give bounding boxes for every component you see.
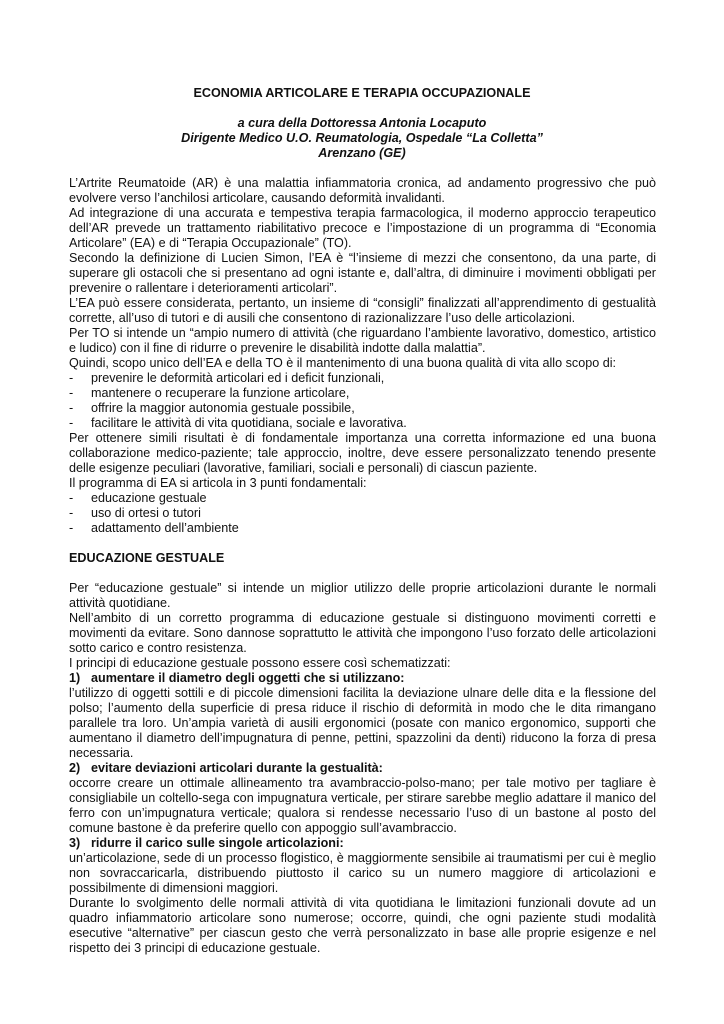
principle-number: 1) xyxy=(69,671,81,685)
intro-paragraph-3: Secondo la definizione di Lucien Simon, l’EA è “l’insieme di mezzi che consentono, da una parte, di superare gli ostacoli che si presentano ad ogni istante e, dall’altra, di diminuire i movimenti obbligati per prevenire o rallentare i deterioramenti articolari”. xyxy=(69,251,656,295)
list-item xyxy=(69,521,656,536)
point-text: educazione gestuale xyxy=(91,491,207,505)
spacer xyxy=(69,566,656,581)
point-text: uso di ortesi o tutori xyxy=(91,506,201,520)
list-item xyxy=(69,386,656,401)
intro-paragraph-6: Quindi, scopo unico dell’EA e della TO è il mantenimento di una buona qualità di vita allo scopo di: xyxy=(69,356,617,370)
document-body xyxy=(69,176,656,956)
intro-paragraph-1: L’Artrite Reumatoide (AR) è una malattia infiammatoria cronica, ad andamento progressivo che può evolvere verso l’anchilosi articolare, causando deformità invalidanti. xyxy=(69,176,656,205)
list-item xyxy=(69,401,656,416)
list-dash: - xyxy=(69,401,74,415)
list-item xyxy=(69,416,656,431)
section-paragraph-3: I principi di educazione gestuale possono essere così schematizzati: xyxy=(69,656,451,670)
principle-title: aumentare il diametro degli oggetti che si utilizzano: xyxy=(91,671,405,685)
intro-paragraph-5: Per TO si intende un “ampio numero di attività (che riguardano l’ambiente lavorativo, domestico, artistico e ludico) con il fine di ridurre o prevenire le disabilità indotte dalla malattia”. xyxy=(69,326,656,355)
document-title: ECONOMIA ARTICOLARE E TERAPIA OCCUPAZIONALE xyxy=(193,86,531,100)
list-dash: - xyxy=(69,416,74,430)
section-heading: EDUCAZIONE GESTUALE xyxy=(69,551,225,565)
list-item xyxy=(69,506,656,521)
principle-text: l’utilizzo di oggetti sottili e di piccole dimensioni facilita la deviazione ulnare delle dita e la flessione del polso; l’aumento della superficie di presa riduce il rischio di deformità in modo che le dita rimangano parallele tra loro. Un’ampia varietà di ausili ergonomici (posate con manico ergonomico, supporti che aumentano il diametro dell’impugnatura di penne, pettini, spazzolini da denti) riducono la forza di presa necessaria. xyxy=(69,686,656,760)
list-dash: - xyxy=(69,371,74,385)
goal-text: prevenire le deformità articolari ed i deficit funzionali, xyxy=(91,371,385,385)
section-paragraph-4: Durante lo svolgimento delle normali attività di vita quotidiana le limitazioni funzionali dovute ad un quadro infiammatorio articolare sono numerose; occorre, quindi, che ogni paziente studi modalità esecutive “alternative” per ciascun gesto che verrà personalizzato in base alle proprie esigenze e nel rispetto dei 3 principi di educazione gestuale. xyxy=(69,896,656,955)
intro-paragraph-7: Per ottenere simili risultati è di fondamentale importanza una corretta informazione ed una buona collaborazione medico-paziente; tale approccio, inoltre, deve essere personalizzato tenendo presente delle esigenze peculiari (lavorative, familiari, sociali e personali) di ciascun paziente. xyxy=(69,431,656,475)
goal-text: mantenere o recuperare la funzione articolare, xyxy=(91,386,350,400)
section-paragraph-2: Nell’ambito di un corretto programma di educazione gestuale si distinguono movimenti corretti e movimenti da evitare. Sono dannose soprattutto le attività che impongono l’uso forzato delle articolazioni sotto carico e contro resistenza. xyxy=(69,611,656,655)
principle-text: un’articolazione, sede di un processo flogistico, è maggiormente sensibile ai traumatismi per cui è meglio non sovraccaricarla, distribuendo piuttosto il carico su un numero maggiore di articolazioni e possibilmente di dimensioni maggiori. xyxy=(69,851,656,895)
section-paragraph-1: Per “educazione gestuale” si intende un miglior utilizzo delle proprie articolazioni durante le normali attività quotidiane. xyxy=(69,581,656,610)
list-item xyxy=(69,491,656,506)
author-name: a cura della Dottoressa Antonia Locaputo xyxy=(237,116,487,130)
list-dash: - xyxy=(69,521,74,535)
principle-heading xyxy=(69,671,656,686)
author-role: Dirigente Medico U.O. Reumatologia, Ospedale “La Colletta” xyxy=(181,131,543,145)
principle-heading xyxy=(69,836,656,851)
list-dash: - xyxy=(69,506,74,520)
intro-paragraph-4: L’EA può essere considerata, pertanto, un insieme di “consigli” finalizzati all’apprendimento di gestualità corrette, all’uso di tutori e di ausili che consentono di razionalizzare l’uso delle articolazioni. xyxy=(69,296,656,325)
intro-paragraph-2: Ad integrazione di una accurata e tempestiva terapia farmacologica, il moderno approccio terapeutico dell’AR prevede un trattamento riabilitativo precoce e l’impostazione di un programma di “Economia Articolare” (EA) e di “Terapia Occupazionale” (TO). xyxy=(69,206,656,250)
principle-heading xyxy=(69,761,656,776)
spacer xyxy=(69,536,656,551)
author-location: Arenzano (GE) xyxy=(318,146,406,160)
principle-text: occorre creare un ottimale allineamento tra avambraccio-polso-mano; per tale motivo per tagliare è consigliabile un coltello-sega con impugnatura verticale, per stirare sarebbe meglio adattare il manico del ferro con un’impugnatura verticale; qualora si rendesse necessario l’uso di un bastone al posto del comune bastone è da preferire quello con appoggio sull’avambraccio. xyxy=(69,776,656,835)
goal-text: facilitare le attività di vita quotidiana, sociale e lavorativa. xyxy=(91,416,407,430)
point-text: adattamento dell’ambiente xyxy=(91,521,239,535)
list-dash: - xyxy=(69,386,74,400)
list-dash: - xyxy=(69,491,74,505)
principle-title: evitare deviazioni articolari durante la gestualità: xyxy=(91,761,383,775)
principle-number: 2) xyxy=(69,761,81,775)
author-block xyxy=(0,116,724,161)
intro-paragraph-8: Il programma di EA si articola in 3 punti fondamentali: xyxy=(69,476,367,490)
goal-text: offrire la maggior autonomia gestuale possibile, xyxy=(91,401,355,415)
list-item xyxy=(69,371,656,386)
principle-title: ridurre il carico sulle singole articolazioni: xyxy=(91,836,344,850)
principle-number: 3) xyxy=(69,836,81,850)
